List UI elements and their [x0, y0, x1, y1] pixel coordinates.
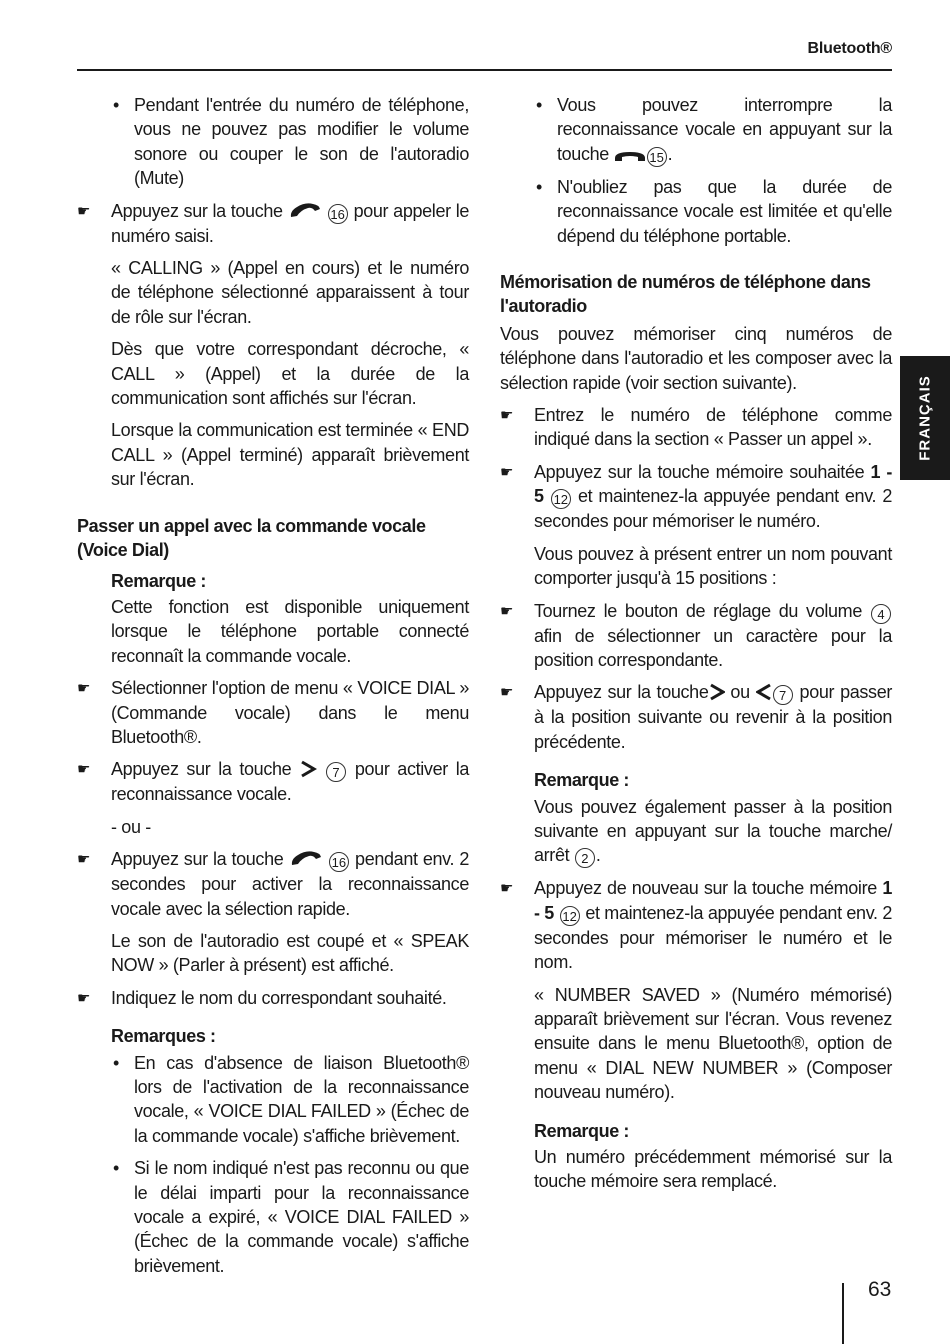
hand-pointer-icon: ☛: [77, 761, 91, 779]
running-header: Bluetooth®: [807, 40, 892, 57]
instruction-text: Tournez le bouton de réglage du volume: [534, 600, 862, 621]
language-tab: [900, 356, 950, 480]
instruction-item: [500, 876, 892, 974]
instruction-item: [77, 986, 469, 1010]
instruction-item: [500, 599, 892, 673]
hand-pointer-icon: ☛: [500, 684, 514, 702]
remark-text: Un numéro précédemment mémorisé sur la touche mémoire sera remplacé.: [534, 1147, 892, 1192]
chevron-right-icon: [299, 760, 317, 778]
key-number-badge: 7: [773, 685, 793, 705]
remark-text-end: .: [595, 845, 601, 866]
header-divider: [77, 69, 892, 71]
key-number-badge: 2: [575, 848, 595, 868]
paragraph: « NUMBER SAVED » (Numéro mémorisé) apparaît brièvement sur l'écran. Vous revenez ensuite dans le menu Bluetooth®, option de menu « DIAL NEW NUMBER » (Composer nouveau numéro).: [534, 984, 892, 1103]
language-tab-label: FRANÇAIS: [916, 375, 934, 461]
section-heading: Passer un appel avec la commande vocale (Voice Dial): [77, 515, 426, 561]
right-column: [500, 93, 892, 1202]
bullet-marker: •: [113, 1052, 119, 1073]
paragraph: « CALLING » (Appel en cours) et le numéro de téléphone sélectionné apparaissent à tour de rôle sur l'écran.: [111, 258, 469, 327]
bullet-item: [77, 1051, 469, 1149]
section-heading: Mémorisation de numéros de téléphone dans l'autoradio: [500, 272, 871, 317]
remark-title: Remarque :: [534, 1120, 630, 1141]
paragraph: Lorsque la communication est terminée « END CALL » (Appel terminé) apparaît brièvement sur l'écran.: [111, 420, 469, 490]
paragraph: Vous pouvez à présent entrer un nom pouvant comporter jusqu'à 15 positions :: [534, 543, 892, 589]
instruction-text: et maintenez-la appuyée pendant env. 2 secondes pour mémoriser le numéro.: [534, 486, 892, 532]
instruction-text: et maintenez-la appuyée pendant env. 2 secondes pour mémoriser le numéro et le nom.: [534, 902, 892, 973]
instruction-text: Appuyez sur la touche: [111, 200, 283, 221]
instruction-text: ou: [730, 682, 750, 703]
bullet-item: [77, 93, 469, 191]
bullet-text: N'oubliez pas que la durée de reconnaissance vocale est limitée et qu'elle dépend du téléphone portable.: [557, 176, 892, 246]
instruction-item: [77, 847, 469, 921]
paragraph: Vous pouvez mémoriser cinq numéros de téléphone dans l'autoradio et les composer avec la sélection rapide (voir section suivante).: [500, 323, 892, 393]
bullet-text: Pendant l'entrée du numéro de téléphone, vous ne pouvez pas modifier le volume sonore ou couper le son de l'autoradio (Mute): [134, 95, 469, 189]
instruction-item: [77, 199, 469, 248]
memory-keys-label: 1 - 5: [534, 878, 892, 923]
remark-title: Remarque :: [111, 570, 207, 591]
hand-pointer-icon: ☛: [77, 680, 91, 698]
bullet-text: En cas d'absence de liaison Bluetooth® lors de l'activation de la reconnaissance vocale, « VOICE DIAL FAILED » (Échec de la commande vocale) s'affiche brièvement.: [134, 1052, 469, 1146]
bullet-item: [500, 93, 892, 167]
bullet-text: .: [667, 143, 673, 164]
instruction-text: Indiquez le nom du correspondant souhaité.: [111, 987, 447, 1008]
hand-pointer-icon: ☛: [500, 880, 514, 898]
instruction-item: [77, 757, 469, 806]
remark-text: Cette fonction est disponible uniquement lorsque le téléphone portable connecté reconnaît la commande vocale.: [111, 596, 469, 666]
instruction-text: pendant env. 2 secondes pour activer la reconnaissance vocale avec la sélection rapide.: [111, 849, 469, 919]
instruction-text: pour appeler le numéro saisi.: [111, 200, 470, 246]
separator-text: - ou -: [111, 816, 151, 837]
instruction-text: afin de sélectionner un caractère pour la position correspondante.: [534, 625, 892, 670]
instruction-item: [77, 676, 469, 749]
bullet-marker: •: [113, 1158, 119, 1179]
bullet-marker: •: [113, 95, 119, 115]
key-number-badge: 7: [326, 762, 346, 782]
hand-pointer-icon: ☛: [77, 202, 91, 220]
key-number-badge: 15: [647, 147, 667, 167]
remarks-title: Remarques :: [111, 1026, 216, 1047]
chevron-left-icon: [756, 683, 772, 701]
remark-title: Remarque :: [534, 770, 630, 791]
bullet-item: [500, 175, 892, 248]
remark-text-body: Vous pouvez également passer à la position suivante en appuyant sur la touche marche/ arrêt: [534, 796, 892, 866]
instruction-item: [500, 460, 892, 534]
bullet-item: [77, 1156, 469, 1278]
hand-pointer-icon: ☛: [500, 602, 514, 620]
hand-pointer-icon: ☛: [77, 851, 91, 869]
key-number-badge: 16: [328, 204, 348, 224]
paragraph: Le son de l'autoradio est coupé et « SPEAK NOW » (Parler à présent) est affiché.: [111, 930, 469, 976]
left-column: [77, 93, 469, 1286]
key-number-badge: 12: [560, 906, 580, 926]
bullet-text: Si le nom indiqué n'est pas reconnu ou que le délai imparti pour la reconnaissance vocale a expiré, « VOICE DIAL FAILED » (Échec de la commande vocale) s'affiche brièvement.: [134, 1158, 469, 1276]
instruction-text: pour passer à la position suivante ou revenir à la position précédente.: [534, 682, 892, 752]
key-number-badge: 16: [329, 852, 349, 872]
paragraph: Dès que votre correspondant décroche, « CALL » (Appel) et la durée de la communication sont affichés sur l'écran.: [111, 339, 469, 409]
instruction-text: Appuyez sur la touche mémoire souhaitée: [534, 461, 865, 482]
call-button-icon: [288, 202, 322, 220]
hand-pointer-icon: ☛: [77, 989, 91, 1007]
instruction-text: Appuyez sur la touche: [111, 759, 292, 780]
instruction-text: Sélectionner l'option de menu « VOICE DIAL » (Commande vocale) dans le menu Bluetooth®.: [111, 678, 469, 747]
hand-pointer-icon: ☛: [500, 463, 514, 481]
chevron-right-icon: [709, 683, 725, 701]
bullet-text: Vous pouvez interrompre la reconnaissance vocale en appuyant sur la touche: [557, 95, 892, 164]
hand-pointer-icon: ☛: [500, 407, 514, 425]
instruction-item: [500, 680, 892, 754]
instruction-text: Appuyez sur la touche: [534, 682, 709, 703]
page-number: 63: [868, 1278, 892, 1301]
bullet-marker: •: [536, 176, 542, 197]
bullet-marker: •: [536, 95, 542, 115]
instruction-item: [500, 403, 892, 452]
instruction-text: Appuyez de nouveau sur la touche mémoire: [534, 878, 877, 899]
footer-divider: [842, 1283, 844, 1344]
instruction-text: Appuyez sur la touche: [111, 849, 284, 870]
call-button-icon: [289, 850, 323, 868]
instruction-text: pour activer la reconnaissance vocale.: [111, 759, 470, 805]
remark-text: [500, 795, 892, 869]
key-number-badge: 4: [871, 604, 891, 624]
instruction-text: Entrez le numéro de téléphone comme indiqué dans la section « Passer un appel ».: [534, 405, 892, 450]
hang-up-icon: [614, 149, 646, 163]
memory-keys-label: 1 - 5: [534, 461, 892, 507]
key-number-badge: 12: [551, 489, 571, 509]
